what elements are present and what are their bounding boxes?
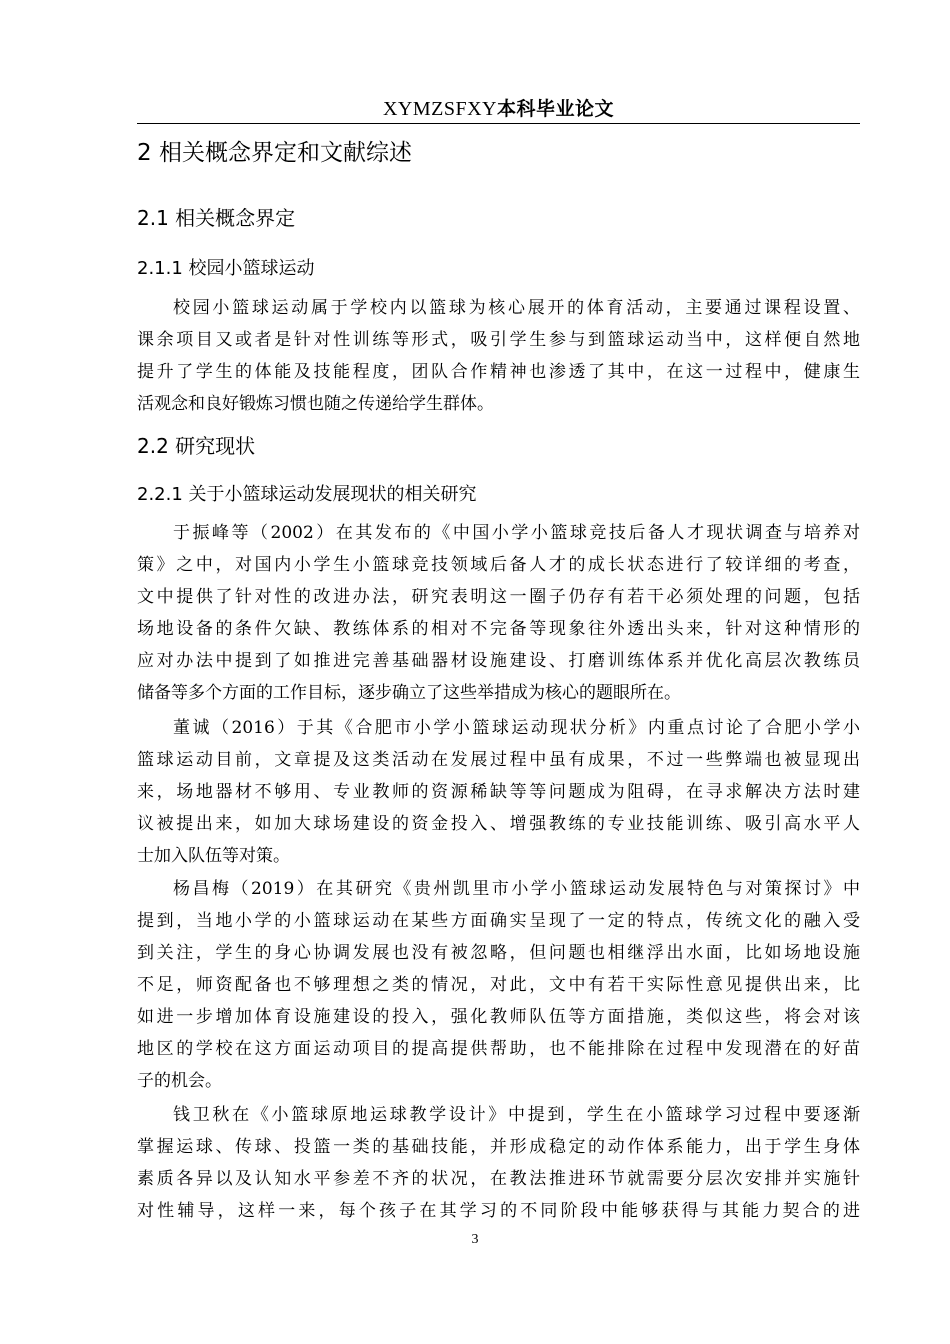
header-thesis-label: 本科毕业论文: [497, 98, 615, 120]
paragraph-line: 文中提供了针对性的改进办法，研究表明这一圈子仍存有若干必须处理的问题，包括: [137, 587, 860, 607]
paragraph-line: 子的机会。: [137, 1071, 222, 1091]
header-divider: [137, 123, 860, 124]
paragraph-line: 士加入队伍等对策。: [137, 846, 290, 866]
paragraph-line: 应对办法中提到了如推进完善基础器材设施建设、打磨训练体系并优化高层次教练员: [137, 651, 860, 671]
header-school-code: XYMZSFXY: [382, 98, 497, 120]
paragraph-line: 钱卫秋在《小篮球原地运球教学设计》中提到，学生在小篮球学习过程中要逐渐: [173, 1105, 860, 1125]
subsection-heading-2-1-1: 2.1.1 校园小篮球运动: [137, 258, 315, 279]
paragraph-line: 策》之中，对国内小学生小篮球竞技领域后备人才的成长状态进行了较详细的考查，: [137, 555, 860, 575]
paragraph-line: 到关注，学生的身心协调发展也没有被忽略，但问题也相继浮出水面，比如场地设施: [137, 943, 860, 963]
paragraph-line: 提到，当地小学的小篮球运动在某些方面确实呈现了一定的特点，传统文化的融入受: [137, 911, 860, 931]
paragraph-line: 课余项目又或者是针对性训练等形式，吸引学生参与到篮球运动当中，这样便自然地: [137, 330, 860, 350]
page-number: 3: [471, 1232, 479, 1247]
paragraph-dong-cheng: [137, 712, 860, 872]
paragraph-line: 储备等多个方面的工作目标，逐步确立了这些举措成为核心的题眼所在。: [137, 683, 681, 703]
paragraph-line: 议被提出来，如加大球场建设的资金投入、增强教练的专业技能训练、吸引高水平人: [137, 814, 860, 834]
paragraph-line: 不足，师资配备也不够理想之类的情况，对此，文中有若干实际性意见提供出来，比: [137, 975, 860, 995]
paragraph-line: 场地设备的条件欠缺、教练体系的相对不完备等现象往外透出头来，针对这种情形的: [137, 619, 860, 639]
page-header: [137, 94, 860, 122]
paragraph-line: 来，场地器材不够用、专业教师的资源稀缺等等问题成为阻碍，在寻求解决方法时建: [137, 782, 860, 802]
paragraph-line: 校园小篮球运动属于学校内以篮球为核心展开的体育活动，主要通过课程设置、: [173, 298, 860, 318]
paragraph-line: 如进一步增加体育设施建设的投入，强化教师队伍等方面措施，类似这些，将会对该: [137, 1007, 860, 1027]
paragraph-line: 杨昌梅（2019）在其研究《贵州凯里市小学小篮球运动发展特色与对策探讨》中: [173, 879, 860, 899]
paragraph-campus-basketball: [137, 292, 860, 420]
paragraph-line: 掌握运球、传球、投篮一类的基础技能，并形成稳定的动作体系能力，出于学生身体: [137, 1137, 860, 1157]
paragraph-line: 对性辅导，这样一来，每个孩子在其学习的不同阶段中能够获得与其能力契合的进: [137, 1201, 860, 1221]
chapter-title: 2 相关概念界定和文献综述: [137, 140, 412, 166]
paragraph-qian-weiqiu: [137, 1099, 860, 1227]
section-heading-2-2: 2.2 研究现状: [137, 434, 256, 458]
paragraph-yu-zhenfeng: [137, 517, 860, 709]
subsection-heading-2-2-1: 2.2.1 关于小篮球运动发展现状的相关研究: [137, 484, 477, 505]
paragraph-yang-changmei: [137, 873, 860, 1097]
section-heading-2-1: 2.1 相关概念界定: [137, 206, 296, 230]
paragraph-line: 于振峰等（2002）在其发布的《中国小学小篮球竞技后备人才现状调查与培养对: [173, 523, 860, 543]
paragraph-line: 地区的学校在这方面运动项目的提高提供帮助，也不能排除在过程中发现潜在的好苗: [137, 1039, 860, 1059]
paragraph-line: 素质各异以及认知水平参差不齐的状况，在教法推进环节就需要分层次安排并实施针: [137, 1169, 860, 1189]
paragraph-line: 篮球运动目前，文章提及这类活动在发展过程中虽有成果，不过一些弊端也被显现出: [137, 750, 860, 770]
paragraph-line: 董诚（2016）于其《合肥市小学小篮球运动现状分析》内重点讨论了合肥小学小: [173, 718, 860, 738]
paragraph-line: 提升了学生的体能及技能程度，团队合作精神也渗透了其中，在这一过程中，健康生: [137, 362, 860, 382]
paragraph-line: 活观念和良好锻炼习惯也随之传递给学生群体。: [137, 394, 494, 414]
